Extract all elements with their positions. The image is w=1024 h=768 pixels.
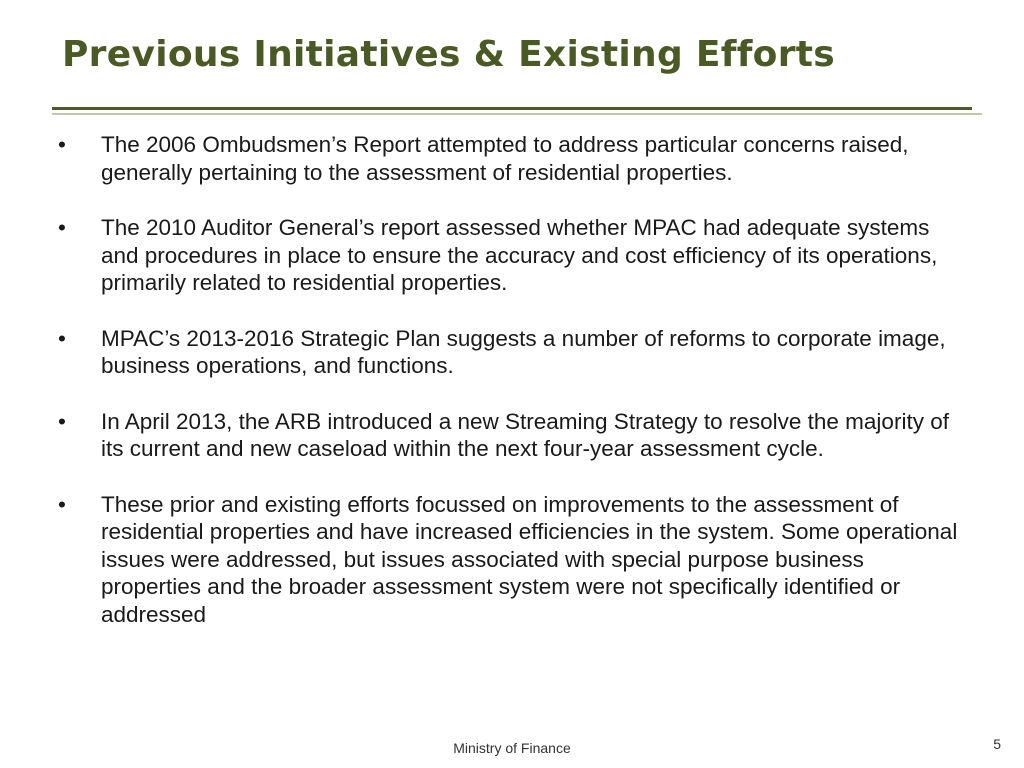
bullet-item-streaming-strategy [58, 408, 968, 463]
bullet-item-ombudsmen-report [58, 131, 968, 186]
title-divider-light [52, 113, 982, 115]
bullet-dot-icon: • [58, 408, 66, 434]
page-number: 5 [993, 736, 1001, 752]
bullet-dot-icon: • [58, 491, 66, 517]
bullet-text: The 2010 Auditor General’s report assessed whether MPAC had adequate systems and procedures in place to ensure the accuracy and cost efficiency of its operations, primarily related to residential properties. [101, 215, 938, 295]
bullet-dot-icon: • [58, 325, 66, 351]
bullet-text: These prior and existing efforts focussed on improvements to the assessment of residential properties and have increased efficiencies in the system. Some operational issues were addressed, but issues associated with special purpose business properties and the broader assessment system were not specifically identified or addressed [101, 491, 958, 627]
slide-title: Previous Initiatives & Existing Efforts [62, 34, 836, 75]
bullet-dot-icon: • [58, 215, 66, 240]
bullet-dot-icon: • [58, 132, 66, 157]
title-divider-dark [52, 107, 972, 110]
bullet-item-strategic-plan [58, 325, 968, 380]
bullet-text: The 2006 Ombudsmen’s Report attempted to address particular concerns raised, generally pertaining to the assessment of residential properties. [101, 132, 909, 185]
bullet-list [58, 131, 968, 656]
bullet-item-auditor-general-report [58, 214, 968, 297]
bullet-item-efforts-summary [58, 491, 968, 629]
footer-ministry-label: Ministry of Finance [453, 740, 571, 756]
bullet-text: In April 2013, the ARB introduced a new Streaming Strategy to resolve the majority of its current and new caseload within the next four-year assessment cycle. [101, 408, 949, 461]
bullet-text: MPAC’s 2013-2016 Strategic Plan suggests a number of reforms to corporate image, business operations, and functions. [101, 325, 946, 378]
